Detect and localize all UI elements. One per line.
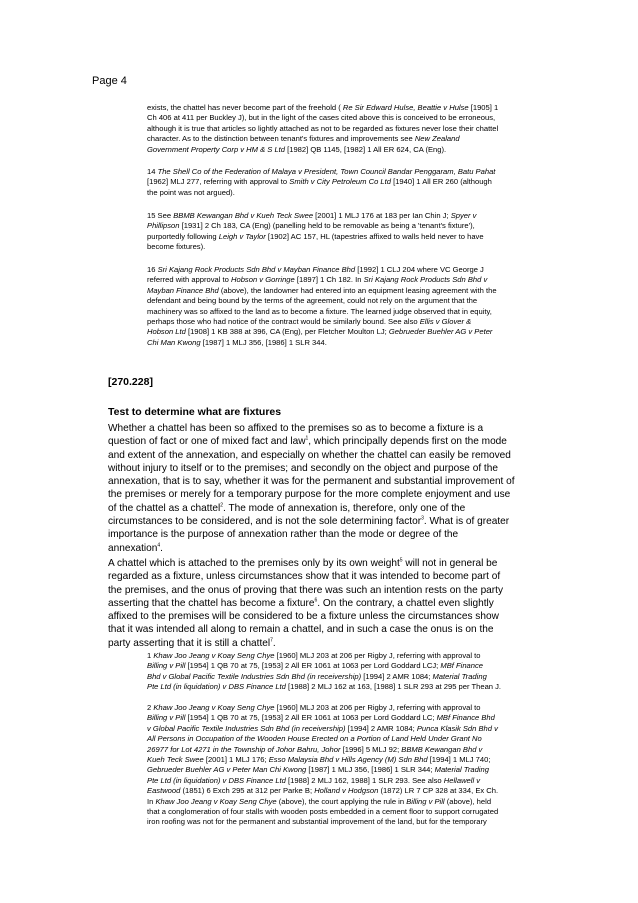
text-line: perhaps those who had notice of the contract would be similarly bound. See also Ellis v Glover & <box>147 317 472 327</box>
text-line: party asserting that it is still a chattel$^7$. <box>108 637 276 649</box>
footnote-ref[interactable]: 3 <box>421 515 424 522</box>
footnote-ref[interactable]: 2 <box>220 502 224 509</box>
text-line: 16 Sri Kajang Rock Products Sdn Bhd v Mayban Finance Bhd [1992] 1 CLJ 204 where VC George J <box>147 265 484 274</box>
text-line: A chattel which is attached to the premises only by its own weight$^5$ will not in general be <box>108 557 498 569</box>
text-line: 2 Khaw Joo Jeang v Koay Seng Chye [1960] MLJ 203 at 206 per Rigby J, referring with approval to <box>147 703 481 712</box>
text-line: although it is true that articles so lightly attached as not to be regarded as fixtures never lose their chattel <box>147 123 499 133</box>
text-line: that it was intended all along to remain a chattel, and in such a case the onus is on the <box>108 624 494 636</box>
text-line: without injury to itself or to the premises; and secondly on the object and purpose of the <box>108 462 498 474</box>
text-line: iron roofing was not for the permanent and substantial improvement of the land, but for the temporary <box>147 817 487 827</box>
footnote-ref[interactable]: 1 <box>305 435 309 442</box>
text-line: Pte Ltd (in liquidation) v DBS Finance Ltd [1988] 2 MLJ 162 at 163, [1988] 1 SLR 293 at 295 per Thean J. <box>147 682 502 692</box>
text-line: All Persons in Occupation of the Wooden House Erected on a Portion of Land Held Under Grant No <box>147 734 482 744</box>
text-line: regarded as a fixture, unless circumstances show that it was intended to become part of <box>108 571 501 583</box>
text-line: Whether a chattel has been so affixed to the premises so as to become a fixture is a <box>108 423 484 434</box>
text-line: and extent of the annexation, and especially on whether the chattel can easily be removed <box>108 449 511 461</box>
footnote-16 <box>147 265 552 348</box>
text-line: referred with approval to Hobson v Gorringe [1897] 1 Ch 182. In Sri Kajang Rock Products Sdn Bhd v <box>147 275 488 285</box>
text-line: v Global Pacific Textile Industries Sdn Bhd (in receivership) [1994] 2 AMR 1084; Punca Klasik Sdn Bhd v <box>147 723 498 733</box>
text-line: Billing v Pill [1954] 1 QB 70 at 75, [1953] 2 All ER 1061 at 1063 per Lord Goddard LC; MBf Finance Bhd <box>147 713 495 723</box>
text-line: become fixtures). <box>147 242 206 252</box>
text-line: exists, the chattel has never become part of the freehold ( Re Sir Edward Hulse, Beattie v Hulse [1905] 1 <box>147 103 499 112</box>
text-line: annexation, that is to say, whether it was for the permanent and substantial improvement of <box>108 476 515 488</box>
text-line: the point was not argued). <box>147 187 235 197</box>
footnote-14 <box>147 167 552 198</box>
text-line: Kueh Teck Swee [2001] 1 MLJ 176; Esso Malaysia Bhd v Hills Agency (M) Sdn Bhd [1994] 1 MLJ 740; <box>147 755 491 765</box>
body-paragraph <box>108 422 548 555</box>
text-line: Chi Man Kwong [1987] 1 MLJ 356, [1986] 1 SLR 344. <box>147 337 327 347</box>
footnote-ref[interactable]: 4 <box>157 542 161 549</box>
text-line: the premises or merely for a temporary purpose for the more complete enjoyment and use <box>108 489 511 501</box>
text-line: importance is the purpose of annexation rather than the mode or degree of the <box>108 529 459 541</box>
footnote-ref[interactable]: 6 <box>314 597 318 604</box>
text-line: annexation$^4$. <box>108 542 163 554</box>
text-line: Eastwood (1851) 6 Exch 295 at 312 per Parke B; Holland v Hodgson (1872) LR 7 CP 328 at 334, Ex Ch. <box>147 786 499 796</box>
text-line: 15 See BBMB Kewangan Bhd v Kueh Teck Swee [2001] 1 MLJ 176 at 183 per Ian Chin J; Spyer v <box>147 211 477 220</box>
text-line: defendant and being bound by the terms of the agreement, could not rely on the argument that the <box>147 296 478 306</box>
footnote-2 <box>147 703 552 828</box>
text-line: purportedly following Leigh v Taylor [1902] AC 157, HL (tapestries affixed to walls held never to have <box>147 231 484 241</box>
text-line: 26977 for Lot 4271 in the Township of Johor Bahru, Johor [1996] 5 MLJ 92; BBMB Kewangan Bhd v <box>147 744 483 754</box>
footnote-continued <box>147 103 552 155</box>
text-line: In Khaw Joo Jeang v Koay Seng Chye (above), the court applying the rule in Billing v Pill (above), held <box>147 796 492 806</box>
footnote-ref[interactable]: 5 <box>399 557 403 564</box>
text-line: circumstances to be considered, and is not the sole determining factor$^3$. What is of greater <box>108 515 510 528</box>
text-line: 1 Khaw Joo Jeang v Koay Seng Chye [1960] MLJ 203 at 206 per Rigby J, referring with approval to <box>147 651 481 660</box>
text-line: 14 The Shell Co of the Federation of Malaya v President, Town Council Bandar Penggaram, Batu Pahat <box>147 167 496 176</box>
text-line: affixed to the premises will be considered to be a fixture unless the circumstances show <box>108 611 499 623</box>
text-line: Phillipson [1931] 2 Ch 183, CA (Eng) (panelling held to be removable as being a 'tenant's fixture'), <box>147 221 475 231</box>
text-line: Gebrueder Buehler AG v Peter Man Chi Kwong [1987] 1 MLJ 356, [1986] 1 SLR 344; Material Trading <box>147 765 489 775</box>
text-line: character. As to the distinction between tenant's fixtures and improvements see New Zealand <box>147 134 460 144</box>
text-line: machinery was so affixed to the land as to become a fixture. The learned judge observed that in equity, <box>147 306 492 316</box>
text-line: question of fact or one of mixed fact and law$^1$, which principally depends first on the mode <box>108 435 507 448</box>
page-number: Page 4 <box>92 75 127 87</box>
text-line: Billing v Pill [1954] 1 QB 70 at 75, [1953] 2 All ER 1061 at 1063 per Lord Goddard LCJ; MBf Finance <box>147 661 484 671</box>
text-line: Government Property Corp v HM & S Ltd [1982] QB 1145, [1982] 1 All ER 624, CA (Eng). <box>147 144 447 154</box>
footnote-15 <box>147 211 552 253</box>
body-paragraph <box>108 557 548 650</box>
text-line: the premises, and the onus of proving that there was such an intention rests on the party <box>108 584 504 596</box>
text-line: asserting that the chattel has become a fixture$^6$. On the contrary, a chattel even slightly <box>108 597 494 609</box>
text-line: Mayban Finance Bhd (above), the landowner had entered into an equipment leasing agreement with the <box>147 285 497 295</box>
paragraph-number: [270.228] <box>108 376 153 388</box>
footnote-ref[interactable]: 7 <box>270 637 273 644</box>
text-line: Hobson Ltd [1908] 1 KB 388 at 396, CA (Eng), per Fletcher Moulton LJ; Gebrueder Buehler AG v Peter <box>147 327 493 337</box>
footnote-1 <box>147 651 552 693</box>
text-line: Ch 406 at 411 per Buckley J), but in the light of the cases cited above this is conceived to be erroneous, <box>147 113 496 123</box>
text-line: [1962] MLJ 277, referring with approval to Smith v City Petroleum Co Ltd [1940] 1 All ER 260 (although <box>147 177 492 187</box>
text-line: Bhd v Global Pacific Textile Industries Sdn Bhd (in receivership) [1994] 2 AMR 1084; Material Trading <box>147 671 487 681</box>
text-line: of the chattel as a chattel$^2$. The mode of annexation is, therefore, only one of the <box>108 502 466 514</box>
text-line: Pte Ltd (in liquidation) v DBS Finance Ltd [1988] 2 MLJ 162, 1988] 1 SLR 293. See also Hellawell v <box>147 775 481 785</box>
text-line: that a conglomeration of four stalls with wooden posts embedded in a cement floor to support corrugated <box>147 807 499 817</box>
section-heading: Test to determine what are fixtures <box>108 406 282 418</box>
